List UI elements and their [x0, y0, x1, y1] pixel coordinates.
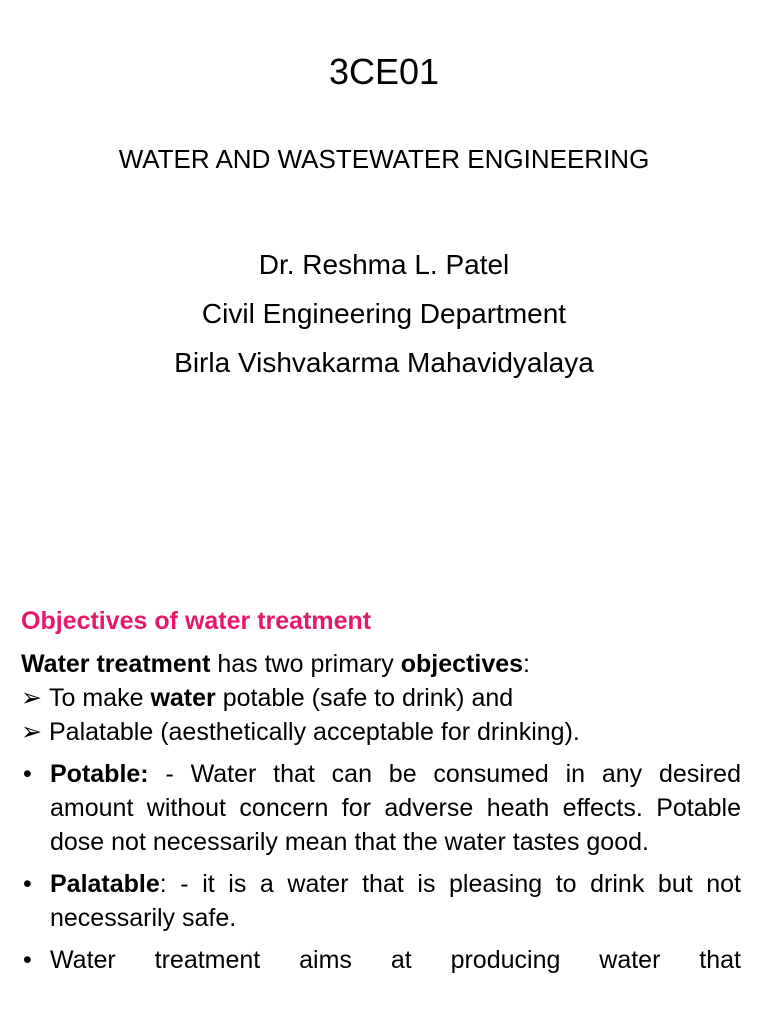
round-bullet-icon: •: [23, 760, 32, 788]
bullet-text: : - it is a water that is pleasing to drink but not necessarily safe.: [50, 870, 741, 932]
arrow-item-pre: Palatable (aesthetically acceptable for drinking).: [49, 718, 580, 746]
arrow-bullet-icon: ➢: [21, 684, 42, 712]
intro-bold-objectives: objectives: [400, 650, 524, 678]
bullet-text: - Water that can be consumed in any desired amount without concern for adverse heath effects. Potable dose not necessarily mean that the water tastes good.: [50, 760, 741, 856]
intro-line: [21, 647, 741, 681]
bullet-list-item: [21, 867, 741, 935]
presenter-block: [0, 240, 768, 387]
institution: Birla Vishvakarma Mahavidyalaya: [174, 347, 594, 378]
round-bullet-icon: •: [23, 870, 32, 898]
department: Civil Engineering Department: [201, 298, 567, 329]
slide-body: [21, 647, 741, 977]
course-name: WATER AND WASTEWATER ENGINEERING: [118, 144, 650, 174]
arrow-item-pre: To make: [49, 684, 151, 712]
intro-bold-term: Water treatment: [21, 650, 211, 678]
arrow-item-bold: water: [150, 684, 216, 712]
presenter-name: Dr. Reshma L. Patel: [258, 249, 510, 280]
bullet-term: Potable:: [50, 760, 149, 788]
intro-colon: :: [523, 650, 530, 678]
round-bullet-icon: •: [23, 946, 32, 974]
bullet-list-item: [21, 757, 741, 859]
arrow-bullet-icon: ➢: [21, 718, 42, 746]
arrow-list-item: [21, 715, 741, 749]
bullet-term: Palatable: [50, 870, 160, 898]
bullet-text: Water treatment aims at producing water that: [50, 946, 741, 974]
bullet-list-item: [21, 943, 741, 977]
arrow-list-item: [21, 681, 741, 715]
intro-text: has two primary: [210, 650, 401, 678]
content-slide: [0, 575, 768, 1024]
course-code: 3CE01: [328, 51, 440, 92]
arrow-item-post: potable (safe to drink) and: [215, 684, 514, 712]
slide-heading: Objectives of water treatment: [21, 607, 372, 635]
